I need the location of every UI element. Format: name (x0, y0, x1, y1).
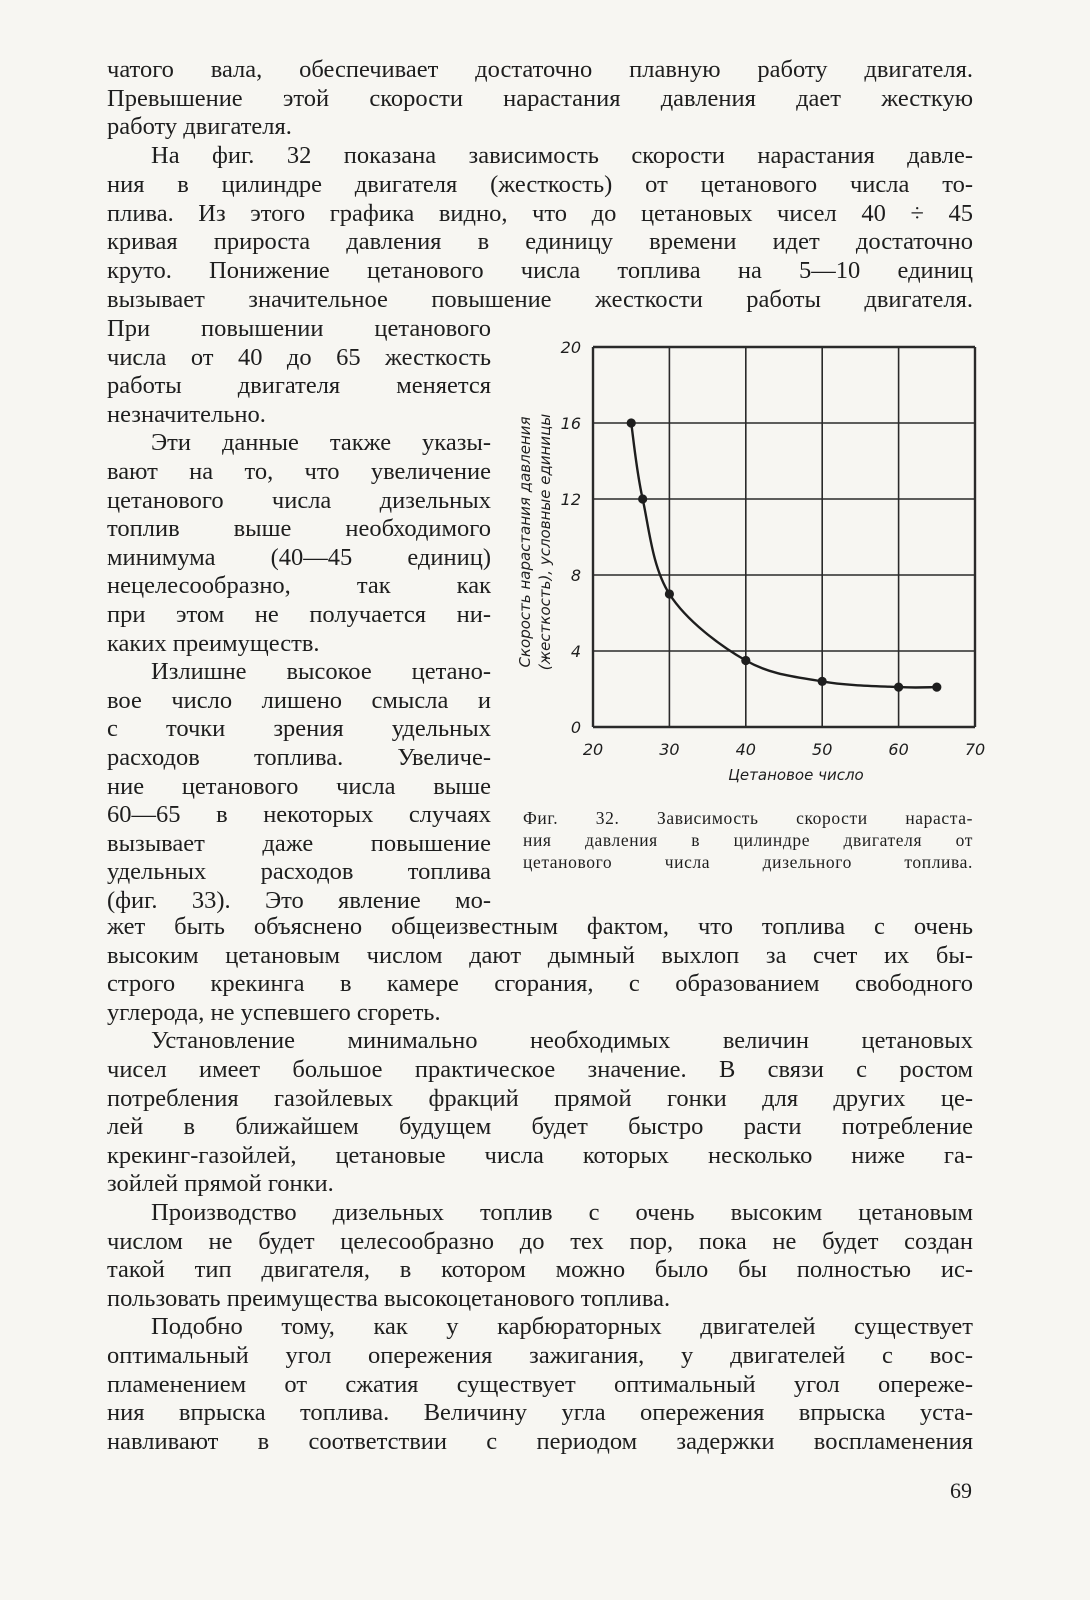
figure-caption-line: цетанового числа дизельного топлива. (523, 852, 973, 872)
column-paragraph-line: расходов топлива. Увеличе- (107, 744, 491, 771)
series-line (631, 423, 937, 688)
data-point (894, 683, 903, 692)
column-paragraph-line: незначительно. (107, 400, 266, 428)
y-axis-label-line1: Скорость нарастания давления (516, 416, 534, 668)
column-paragraph-line: числа от 40 до 65 жесткость (107, 343, 491, 371)
x-tick-label: 70 (964, 740, 986, 759)
paragraph-line: строго крекинга в камере сгорания, с образованием свободного (107, 970, 973, 998)
y-tick-label: 8 (570, 566, 581, 585)
paragraph-line: Подобно тому, как у карбюраторных двигателей существует (151, 1313, 973, 1341)
paragraph-line: лей в ближайшем будущем будет быстро расти потребление (107, 1113, 973, 1141)
column-paragraph-line: с точки зрения удельных (107, 715, 491, 743)
paragraph-line: высоким цетановым числом дают дымный выхлоп за счет их бы- (107, 941, 973, 969)
data-point (665, 589, 674, 598)
paragraph-line: кривая прироста давления в единицу времени идет достаточно (107, 228, 973, 256)
paragraph-line: вызывает значительное повышение жесткости работы двигателя. (107, 285, 973, 313)
paragraph-line: Производство дизельных топлив с очень высоким цетановым (151, 1199, 973, 1226)
y-tick-label: 4 (570, 642, 581, 661)
paragraph-line: числом не будет целесообразно до тех пор, пока не будет создан (107, 1227, 973, 1255)
data-point (932, 683, 941, 692)
paragraph-line: крекинг-газойлей, цетановые числа которых несколько ниже га- (107, 1141, 973, 1169)
paragraph-line: оптимальный угол опережения зажигания, у двигателей с вос- (107, 1342, 973, 1369)
paragraph-line: навливают в соответствии с периодом задержки воспламенения (107, 1427, 973, 1455)
column-paragraph-line: удельных расходов топлива (107, 858, 491, 886)
column-paragraph-line: При повышении цетанового (107, 315, 491, 342)
paragraph-line: круто. Понижение цетанового числа топлива на 5—10 единиц (107, 256, 973, 284)
paragraph-line: На фиг. 32 показана зависимость скорости нарастания давле- (151, 142, 973, 170)
x-tick-label: 50 (812, 740, 833, 759)
paragraph-line: Превышение этой скорости нарастания давления дает жесткую (107, 84, 973, 112)
y-tick-label: 12 (560, 490, 581, 509)
column-paragraph-line: вызывает даже повышение (107, 829, 491, 857)
column-paragraph-line: работы двигателя меняется (107, 372, 491, 400)
paragraph-line: углерода, не успевшего сгореть. (107, 998, 441, 1026)
column-paragraph-line: 60—65 в некоторых случаях (107, 801, 491, 829)
column-paragraph-line: нецелесообразно, так как (107, 572, 491, 600)
paragraph-line: плива. Из этого графика видно, что до цетановых чисел 40 ÷ 45 (107, 199, 973, 227)
figure-caption-line: ния давления в цилиндре двигателя от (523, 830, 973, 850)
x-axis-label: Цетановое число (728, 766, 864, 784)
column-paragraph-line: Эти данные также указы- (151, 429, 491, 457)
column-paragraph-line: минимума (40—45 единиц) (107, 543, 491, 571)
paragraph-line: жет быть объяснено общеизвестным фактом, что топлива с очень (107, 913, 973, 940)
paragraph-line: потребления газойлевых фракций прямой гонки для других це- (107, 1084, 973, 1112)
x-tick-label: 40 (735, 740, 756, 759)
data-point (818, 677, 827, 686)
x-tick-label: 60 (888, 740, 909, 759)
column-paragraph-line: Излишне высокое цетано- (151, 658, 491, 686)
column-paragraph-line: вают на то, что увеличение (107, 458, 491, 485)
paragraph-line: такой тип двигателя, в котором можно было бы полностью ис- (107, 1256, 973, 1284)
paragraph-line: чатого вала, обеспечивает достаточно плавную работу двигателя. (107, 56, 973, 83)
paragraph-line: зойлей прямой гонки. (107, 1170, 334, 1198)
figure-caption-line: Фиг. 32. Зависимость скорости нараста- (523, 808, 973, 828)
page-number: 69 (950, 1478, 972, 1503)
paragraph-line: пламенением от сжатия существует оптимальный угол опереже- (107, 1370, 973, 1398)
paragraph-line: ния впрыска топлива. Величину угла опережения впрыска уста- (107, 1399, 973, 1427)
paragraph-line: чисел имеет большое практическое значение. В связи с ростом (107, 1056, 973, 1083)
paragraph-line: пользовать преимущества высокоцетанового топлива. (107, 1284, 671, 1312)
data-point (638, 494, 647, 503)
column-paragraph-line: ние цетанового числа выше (107, 772, 491, 800)
column-paragraph-line: каких преимуществ. (107, 629, 320, 657)
y-tick-label: 16 (560, 414, 581, 433)
x-tick-label: 20 (582, 740, 604, 759)
y-axis-label-line2: (жесткость), условные единицы (536, 413, 554, 671)
paragraph-line: ния в цилиндре двигателя (жесткость) от цетанового числа то- (107, 170, 973, 198)
column-paragraph-line: цетанового числа дизельных (107, 486, 491, 514)
y-tick-label: 0 (570, 718, 581, 737)
paragraph-line: Установление минимально необходимых величин цетановых (151, 1027, 973, 1055)
paragraph-line: работу двигателя. (107, 113, 292, 141)
x-tick-label: 30 (659, 740, 680, 759)
y-tick-label: 20 (560, 338, 581, 357)
column-paragraph-line: топлив выше необходимого (107, 515, 491, 543)
column-paragraph-line: (фиг. 33). Это явление мо- (107, 887, 491, 914)
column-paragraph-line: вое число лишено смысла и (107, 686, 491, 714)
data-point (627, 418, 636, 427)
column-paragraph-line: при этом не получается ни- (107, 601, 491, 628)
data-point (741, 656, 750, 665)
chart-svg (500, 330, 986, 790)
